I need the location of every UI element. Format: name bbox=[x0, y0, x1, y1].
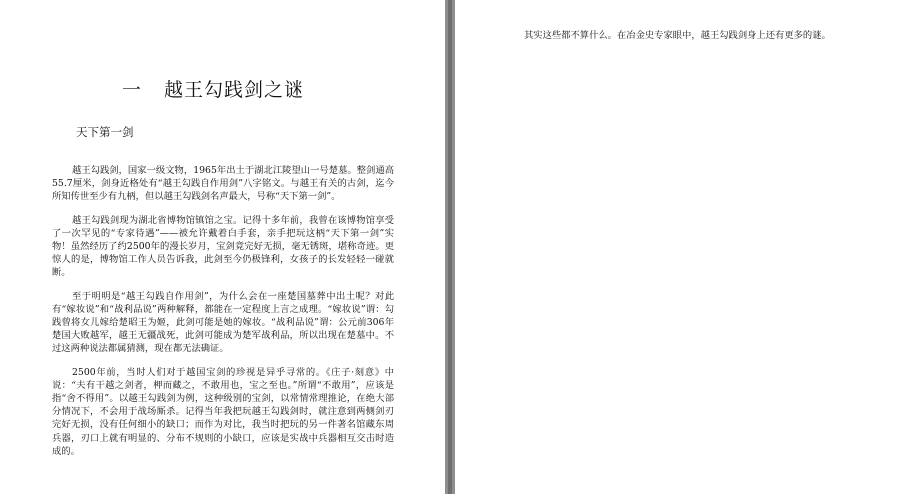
left-page bbox=[0, 0, 445, 494]
right-page-body bbox=[504, 29, 848, 42]
section-title: 天下第一剑 bbox=[76, 125, 134, 139]
right-page bbox=[455, 0, 899, 494]
chapter-number: 一 bbox=[122, 79, 143, 101]
paragraph-2: 越王勾践剑现为湖北省博物馆镇馆之宝。记得十多年前，我曾在该博物馆享受了一次罕见的“专家待遇”——被允许戴着白手套，亲手把玩这柄“天下第一剑”实物！虽然经历了约2500年的漫长岁月，宝剑竟完好无损，毫无锈斑，堪称奇迹。更惊人的是，博物馆工作人员告诉我，此剑至今仍极锋利，女孩子的长发轻轻一碰就断。 bbox=[52, 214, 394, 279]
paragraph-3: 至于明明是“越王勾践自作用剑”，为什么会在一座楚国墓葬中出土呢？对此有“嫁妆说”和“战利品说”两种解释，都能在一定程度上言之成理。“嫁妆说”谓：勾践曾将女儿嫁给楚昭王为姬，此剑可能是她的嫁妆。“战利品说”谓：公元前306年楚国大败越军，越王无疆战死，此剑可能成为楚军战利品，所以出现在楚墓中。不过这两种说法都属猜测，现在都无法确证。 bbox=[52, 290, 394, 355]
paragraph-4: 2500年前，当时人们对于越国宝剑的珍视是异乎寻常的。《庄子·刻意》中说：“夫有干越之剑者，柙而藏之，不敢用也，宝之至也。”所谓“不敢用”，应该是指“舍不得用”。以越王勾践剑为例，这种级别的宝剑，以常情常理推论，在绝大部分情况下，不会用于战场厮杀。记得当年我把玩越王勾践剑时，就注意到两侧剑刃完好无损，没有任何细小的缺口；而作为对比，我当时把玩的另一件著名馆藏东周兵器，刃口上就有明显的、分布不规则的小缺口，应该是实战中兵器相互交击时造成的。 bbox=[52, 366, 394, 457]
paragraph-5: 其实这些都不算什么。在冶金史专家眼中，越王勾践剑身上还有更多的谜。 bbox=[524, 30, 831, 41]
paragraph-1: 越王勾践剑，国家一级文物，1965年出土于湖北江陵望山一号楚墓。整剑通高55.7厘米，剑身近格处有“越王勾践自作用剑”八字铭文。与越王有关的古剑，迄今所知传世至少有九柄，但以越王勾践剑名声最大，号称“天下第一剑”。 bbox=[52, 165, 394, 203]
chapter-title-text: 越王勾践剑之谜 bbox=[164, 79, 305, 101]
left-page-body bbox=[52, 164, 394, 468]
chapter-title bbox=[122, 75, 304, 102]
page-divider-shadow bbox=[448, 0, 452, 494]
